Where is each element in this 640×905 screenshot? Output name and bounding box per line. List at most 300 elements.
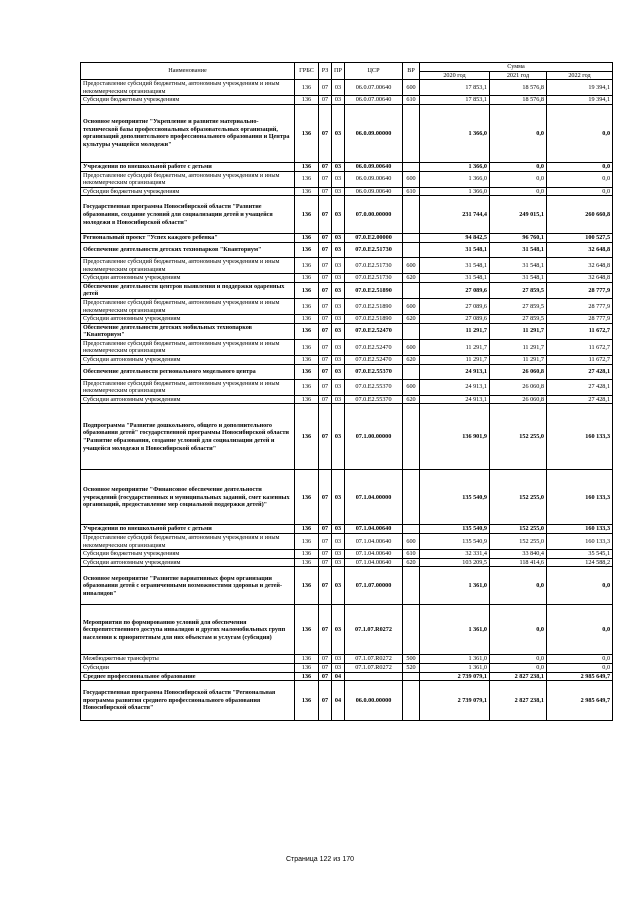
- cell-pr: 04: [332, 681, 345, 721]
- cell-sum-2020: 24 913,1: [420, 379, 490, 395]
- cell-name: Обеспечение деятельности детских мобильных технопарков "Кванториум": [81, 323, 295, 339]
- cell-grbs: 136: [295, 339, 319, 355]
- cell-grbs: 136: [295, 257, 319, 273]
- cell-sum-2020: 231 744,4: [420, 196, 490, 234]
- cell-rz: 07: [319, 162, 332, 171]
- cell-grbs: 136: [295, 672, 319, 681]
- cell-rz: 07: [319, 104, 332, 162]
- cell-csr: 07.1.04.00000: [345, 470, 403, 525]
- cell-sum-2022: 32 648,8: [547, 242, 613, 257]
- cell-rz: 07: [319, 534, 332, 550]
- cell-pr: 03: [332, 655, 345, 664]
- cell-vr: [403, 282, 420, 298]
- cell-csr: 07.0.E2.51890: [345, 282, 403, 298]
- cell-grbs: 136: [295, 558, 319, 567]
- cell-vr: [403, 672, 420, 681]
- table-row: [81, 96, 613, 105]
- cell-rz: 07: [319, 315, 332, 324]
- cell-vr: [403, 404, 420, 470]
- cell-name: Государственная программа Новосибирской области "Региональная программа развития среднего профессионального образования Новосибирской области": [81, 681, 295, 721]
- table-row: [81, 80, 613, 96]
- cell-vr: [403, 104, 420, 162]
- cell-sum-2020: 27 089,6: [420, 315, 490, 324]
- cell-name: Предоставление субсидий бюджетным, автономным учреждениям и иным некоммерческим организациям: [81, 80, 295, 96]
- cell-grbs: 136: [295, 196, 319, 234]
- cell-pr: 03: [332, 187, 345, 196]
- cell-pr: 03: [332, 315, 345, 324]
- cell-name: Мероприятия по формированию условий для обеспечения беспрепятственного доступа инвалидов и других маломобильных групп населения к приоритетным для них объектам и услугам (субсидия): [81, 605, 295, 655]
- cell-csr: 06.0.09.00640: [345, 162, 403, 171]
- cell-sum-2022: 2 985 649,7: [547, 672, 613, 681]
- cell-pr: 03: [332, 470, 345, 525]
- cell-name: Предоставление субсидий бюджетным, автономным учреждениям и иным некоммерческим организациям: [81, 339, 295, 355]
- cell-sum-2021: 0,0: [490, 187, 547, 196]
- cell-csr: 06.0.07.00640: [345, 96, 403, 105]
- cell-sum-2021: 0,0: [490, 567, 547, 605]
- cell-grbs: 136: [295, 323, 319, 339]
- cell-sum-2022: 28 777,9: [547, 298, 613, 314]
- cell-rz: 07: [319, 364, 332, 379]
- budget-table: [80, 62, 613, 721]
- cell-pr: 03: [332, 282, 345, 298]
- cell-sum-2020: 103 209,5: [420, 558, 490, 567]
- cell-sum-2020: 94 842,5: [420, 234, 490, 243]
- cell-grbs: 136: [295, 681, 319, 721]
- cell-sum-2022: 160 133,3: [547, 525, 613, 534]
- table-row: [81, 525, 613, 534]
- cell-rz: 07: [319, 356, 332, 365]
- cell-sum-2022: 0,0: [547, 162, 613, 171]
- cell-name: Среднее профессиональное образование: [81, 672, 295, 681]
- cell-grbs: 136: [295, 567, 319, 605]
- cell-rz: 07: [319, 323, 332, 339]
- cell-vr: [403, 470, 420, 525]
- cell-pr: 03: [332, 356, 345, 365]
- cell-rz: 07: [319, 282, 332, 298]
- cell-grbs: 136: [295, 525, 319, 534]
- cell-sum-2020: 24 913,1: [420, 395, 490, 404]
- cell-sum-2021: 27 859,5: [490, 298, 547, 314]
- table-row: [81, 242, 613, 257]
- cell-sum-2022: 35 545,1: [547, 550, 613, 559]
- cell-name: Обеспечение деятельности детских технопарков "Кванториум": [81, 242, 295, 257]
- col-header-pr: ПР: [332, 63, 345, 80]
- cell-name: Субсидии автономным учреждениям: [81, 274, 295, 283]
- cell-sum-2021: 152 255,0: [490, 470, 547, 525]
- cell-vr: 600: [403, 171, 420, 187]
- table-row: [81, 655, 613, 664]
- cell-csr: 07.1.00.00000: [345, 404, 403, 470]
- cell-vr: [403, 364, 420, 379]
- cell-sum-2021: 0,0: [490, 162, 547, 171]
- cell-sum-2022: 11 672,7: [547, 323, 613, 339]
- cell-sum-2021: 18 576,8: [490, 80, 547, 96]
- table-row: [81, 196, 613, 234]
- cell-rz: 07: [319, 664, 332, 673]
- cell-vr: 600: [403, 534, 420, 550]
- cell-csr: 07.1.07.00000: [345, 567, 403, 605]
- cell-vr: 600: [403, 339, 420, 355]
- cell-sum-2021: 152 255,0: [490, 404, 547, 470]
- cell-sum-2021: 11 291,7: [490, 323, 547, 339]
- cell-grbs: 136: [295, 242, 319, 257]
- cell-sum-2020: 1 366,0: [420, 171, 490, 187]
- cell-pr: 03: [332, 364, 345, 379]
- cell-sum-2021: 249 015,1: [490, 196, 547, 234]
- cell-csr: 07.0.E2.55370: [345, 364, 403, 379]
- cell-name: Основное мероприятие "Укрепление и развитие материально-технической базы профессиональных образовательных организаций, организаций дополнительного профессионального образования и Центра культуры учащейся молодежи": [81, 104, 295, 162]
- cell-pr: 03: [332, 395, 345, 404]
- col-header-2022: 2022 год: [547, 71, 613, 80]
- cell-grbs: 136: [295, 470, 319, 525]
- cell-rz: 07: [319, 187, 332, 196]
- cell-sum-2020: 2 739 079,1: [420, 681, 490, 721]
- cell-sum-2020: 1 366,0: [420, 162, 490, 171]
- cell-sum-2021: 0,0: [490, 605, 547, 655]
- cell-pr: 03: [332, 558, 345, 567]
- cell-pr: 03: [332, 605, 345, 655]
- table-row: [81, 339, 613, 355]
- cell-pr: 03: [332, 664, 345, 673]
- cell-sum-2020: 31 548,1: [420, 257, 490, 273]
- cell-vr: 600: [403, 379, 420, 395]
- table-header: [81, 63, 613, 80]
- cell-sum-2022: 32 648,8: [547, 257, 613, 273]
- col-header-sum: Сумма: [420, 63, 613, 72]
- cell-vr: 520: [403, 664, 420, 673]
- cell-sum-2022: 0,0: [547, 664, 613, 673]
- col-header-2020: 2020 год: [420, 71, 490, 80]
- cell-sum-2022: 0,0: [547, 567, 613, 605]
- cell-grbs: 136: [295, 187, 319, 196]
- cell-sum-2020: 135 540,9: [420, 525, 490, 534]
- cell-sum-2020: 2 739 079,1: [420, 672, 490, 681]
- cell-sum-2021: 152 255,0: [490, 525, 547, 534]
- cell-sum-2020: 11 291,7: [420, 339, 490, 355]
- cell-sum-2021: 0,0: [490, 104, 547, 162]
- cell-csr: 07.0.E2.51890: [345, 315, 403, 324]
- cell-sum-2021: 27 859,5: [490, 282, 547, 298]
- cell-sum-2020: 32 331,4: [420, 550, 490, 559]
- cell-grbs: 136: [295, 96, 319, 105]
- cell-grbs: 136: [295, 534, 319, 550]
- cell-sum-2022: 260 660,8: [547, 196, 613, 234]
- cell-sum-2021: 118 414,6: [490, 558, 547, 567]
- cell-rz: 07: [319, 339, 332, 355]
- cell-rz: 07: [319, 257, 332, 273]
- table-row: [81, 404, 613, 470]
- cell-sum-2021: 31 548,1: [490, 257, 547, 273]
- cell-grbs: 136: [295, 404, 319, 470]
- cell-sum-2022: 0,0: [547, 187, 613, 196]
- table-row: [81, 315, 613, 324]
- cell-vr: [403, 162, 420, 171]
- cell-name: Субсидии автономным учреждениям: [81, 395, 295, 404]
- cell-vr: [403, 567, 420, 605]
- cell-sum-2020: 135 540,9: [420, 534, 490, 550]
- col-header-name: Наименование: [81, 63, 295, 80]
- cell-pr: 03: [332, 404, 345, 470]
- cell-rz: 07: [319, 298, 332, 314]
- cell-csr: 06.0.09.00640: [345, 187, 403, 196]
- cell-sum-2021: 18 576,8: [490, 96, 547, 105]
- cell-sum-2022: 27 428,1: [547, 379, 613, 395]
- cell-name: Субсидии бюджетным учреждениям: [81, 96, 295, 105]
- cell-vr: [403, 234, 420, 243]
- table-row: [81, 470, 613, 525]
- table-row: [81, 664, 613, 673]
- table-row: [81, 550, 613, 559]
- cell-rz: 07: [319, 605, 332, 655]
- cell-name: Предоставление субсидий бюджетным, автономным учреждениям и иным некоммерческим организациям: [81, 534, 295, 550]
- cell-rz: 07: [319, 558, 332, 567]
- cell-sum-2021: 26 060,8: [490, 364, 547, 379]
- cell-sum-2020: 11 291,7: [420, 323, 490, 339]
- cell-name: Субсидии: [81, 664, 295, 673]
- cell-csr: 07.1.04.00640: [345, 534, 403, 550]
- col-header-rz: РЗ: [319, 63, 332, 80]
- cell-name: Подпрограмма "Развитие дошкольного, общего и дополнительного образования детей" государственной программы Новосибирской области "Развитие образования, создание условий для социализации детей и учащейся молодежи в Новосибирской области": [81, 404, 295, 470]
- cell-grbs: 136: [295, 655, 319, 664]
- table-row: [81, 567, 613, 605]
- table-row: [81, 257, 613, 273]
- cell-csr: 06.0.07.00640: [345, 80, 403, 96]
- cell-name: Предоставление субсидий бюджетным, автономным учреждениям и иным некоммерческим организациям: [81, 171, 295, 187]
- cell-sum-2022: 160 133,3: [547, 470, 613, 525]
- cell-name: Основное мероприятие "Финансовое обеспечение деятельности учреждений (государственных и муниципальных заданий, смет казенных организаций, предоставление мер социальной поддержки детей)": [81, 470, 295, 525]
- cell-grbs: 136: [295, 104, 319, 162]
- cell-vr: 500: [403, 655, 420, 664]
- cell-sum-2020: 1 361,0: [420, 567, 490, 605]
- cell-sum-2021: 2 827 238,1: [490, 681, 547, 721]
- cell-sum-2020: 1 366,0: [420, 104, 490, 162]
- cell-sum-2021: 31 548,1: [490, 242, 547, 257]
- col-header-csr: ЦСР: [345, 63, 403, 80]
- cell-rz: 07: [319, 672, 332, 681]
- cell-sum-2021: 96 760,1: [490, 234, 547, 243]
- cell-vr: 610: [403, 96, 420, 105]
- cell-pr: 03: [332, 525, 345, 534]
- cell-rz: 07: [319, 96, 332, 105]
- cell-sum-2020: 1 361,0: [420, 664, 490, 673]
- table-row: [81, 558, 613, 567]
- cell-vr: [403, 525, 420, 534]
- cell-sum-2021: 0,0: [490, 664, 547, 673]
- cell-vr: 620: [403, 395, 420, 404]
- cell-sum-2021: 33 840,4: [490, 550, 547, 559]
- table-row: [81, 162, 613, 171]
- cell-sum-2022: 0,0: [547, 104, 613, 162]
- cell-csr: [345, 672, 403, 681]
- cell-rz: 07: [319, 274, 332, 283]
- cell-sum-2022: 124 588,2: [547, 558, 613, 567]
- cell-csr: 07.0.E2.51730: [345, 257, 403, 273]
- table-row: [81, 298, 613, 314]
- cell-csr: 07.1.07.R0272: [345, 664, 403, 673]
- cell-rz: 07: [319, 525, 332, 534]
- cell-pr: 03: [332, 242, 345, 257]
- table-row: [81, 364, 613, 379]
- cell-name: Государственная программа Новосибирской области "Развитие образования, создание условий для социализации детей и учащейся молодежи в Новосибирской области": [81, 196, 295, 234]
- cell-grbs: 136: [295, 282, 319, 298]
- cell-sum-2022: 11 672,7: [547, 356, 613, 365]
- cell-sum-2022: 28 777,9: [547, 282, 613, 298]
- cell-rz: 07: [319, 681, 332, 721]
- cell-sum-2022: 2 985 649,7: [547, 681, 613, 721]
- cell-sum-2022: 160 133,3: [547, 404, 613, 470]
- table-row: [81, 187, 613, 196]
- cell-csr: 07.0.E2.52470: [345, 356, 403, 365]
- cell-vr: [403, 605, 420, 655]
- cell-csr: 07.0.E2.55370: [345, 395, 403, 404]
- cell-rz: 07: [319, 567, 332, 605]
- cell-csr: 07.0.E2.00000: [345, 234, 403, 243]
- cell-name: Субсидии бюджетным учреждениям: [81, 550, 295, 559]
- table-row: [81, 234, 613, 243]
- cell-pr: 03: [332, 534, 345, 550]
- cell-pr: 03: [332, 274, 345, 283]
- cell-vr: 620: [403, 356, 420, 365]
- cell-name: Обеспечение деятельности регионального модельного центра: [81, 364, 295, 379]
- cell-csr: 07.0.E2.55370: [345, 379, 403, 395]
- cell-csr: 07.0.E2.51730: [345, 274, 403, 283]
- cell-rz: 07: [319, 395, 332, 404]
- cell-rz: 07: [319, 171, 332, 187]
- cell-pr: 03: [332, 379, 345, 395]
- cell-csr: 07.1.04.00640: [345, 525, 403, 534]
- cell-name: Субсидии автономным учреждениям: [81, 558, 295, 567]
- cell-pr: 03: [332, 104, 345, 162]
- cell-grbs: 136: [295, 550, 319, 559]
- cell-sum-2020: 1 361,0: [420, 655, 490, 664]
- cell-grbs: 136: [295, 315, 319, 324]
- cell-grbs: 136: [295, 234, 319, 243]
- cell-name: Предоставление субсидий бюджетным, автономным учреждениям и иным некоммерческим организациям: [81, 298, 295, 314]
- cell-pr: 03: [332, 162, 345, 171]
- cell-name: Учреждения по внешкольной работе с детьми: [81, 162, 295, 171]
- cell-sum-2021: 2 827 238,1: [490, 672, 547, 681]
- cell-sum-2020: 27 089,6: [420, 298, 490, 314]
- cell-rz: 07: [319, 404, 332, 470]
- cell-vr: [403, 681, 420, 721]
- cell-vr: 620: [403, 274, 420, 283]
- cell-sum-2022: 19 394,1: [547, 80, 613, 96]
- cell-sum-2020: 31 548,1: [420, 274, 490, 283]
- cell-sum-2022: 28 777,9: [547, 315, 613, 324]
- cell-sum-2021: 26 060,8: [490, 379, 547, 395]
- cell-pr: 03: [332, 550, 345, 559]
- cell-sum-2022: 32 648,8: [547, 274, 613, 283]
- cell-sum-2022: 27 428,1: [547, 364, 613, 379]
- cell-vr: 620: [403, 558, 420, 567]
- cell-pr: 03: [332, 339, 345, 355]
- cell-csr: 07.0.00.00000: [345, 196, 403, 234]
- table-body: [81, 80, 613, 721]
- cell-vr: [403, 242, 420, 257]
- cell-pr: 03: [332, 298, 345, 314]
- cell-vr: 610: [403, 187, 420, 196]
- cell-name: Предоставление субсидий бюджетным, автономным учреждениям и иным некоммерческим организациям: [81, 257, 295, 273]
- cell-pr: 04: [332, 672, 345, 681]
- cell-pr: 03: [332, 80, 345, 96]
- cell-name: Субсидии бюджетным учреждениям: [81, 187, 295, 196]
- cell-sum-2020: 1 361,0: [420, 605, 490, 655]
- cell-sum-2021: 31 548,1: [490, 274, 547, 283]
- cell-name: Субсидии автономным учреждениям: [81, 315, 295, 324]
- cell-name: Региональный проект "Успех каждого ребенка": [81, 234, 295, 243]
- table-row: [81, 104, 613, 162]
- cell-sum-2022: 100 527,5: [547, 234, 613, 243]
- cell-csr: 07.1.04.00640: [345, 550, 403, 559]
- cell-vr: 600: [403, 80, 420, 96]
- cell-sum-2022: 0,0: [547, 605, 613, 655]
- cell-rz: 07: [319, 196, 332, 234]
- cell-grbs: 136: [295, 364, 319, 379]
- cell-grbs: 136: [295, 379, 319, 395]
- cell-grbs: 136: [295, 298, 319, 314]
- cell-vr: 600: [403, 257, 420, 273]
- cell-sum-2021: 0,0: [490, 171, 547, 187]
- cell-grbs: 136: [295, 356, 319, 365]
- cell-csr: 07.1.07.R0272: [345, 605, 403, 655]
- cell-sum-2020: 27 089,6: [420, 282, 490, 298]
- cell-csr: 07.0.E2.52470: [345, 339, 403, 355]
- table-row: [81, 672, 613, 681]
- cell-rz: 07: [319, 242, 332, 257]
- cell-csr: 06.0.09.00000: [345, 104, 403, 162]
- cell-vr: [403, 323, 420, 339]
- cell-csr: 07.1.04.00640: [345, 558, 403, 567]
- budget-table-page: [80, 62, 612, 721]
- cell-sum-2022: 0,0: [547, 655, 613, 664]
- cell-rz: 07: [319, 470, 332, 525]
- cell-sum-2020: 24 913,1: [420, 364, 490, 379]
- table-row: [81, 274, 613, 283]
- cell-pr: 03: [332, 96, 345, 105]
- cell-sum-2020: 11 291,7: [420, 356, 490, 365]
- table-row: [81, 356, 613, 365]
- cell-sum-2021: 11 291,7: [490, 339, 547, 355]
- cell-rz: 07: [319, 80, 332, 96]
- cell-sum-2020: 17 853,1: [420, 80, 490, 96]
- table-row: [81, 379, 613, 395]
- col-header-grbs: ГРБС: [295, 63, 319, 80]
- table-row: [81, 681, 613, 721]
- table-row: [81, 395, 613, 404]
- table-row: [81, 534, 613, 550]
- cell-sum-2020: 1 366,0: [420, 187, 490, 196]
- cell-csr: 07.1.07.R0272: [345, 655, 403, 664]
- cell-rz: 07: [319, 234, 332, 243]
- cell-sum-2021: 26 060,8: [490, 395, 547, 404]
- cell-rz: 07: [319, 655, 332, 664]
- cell-grbs: 136: [295, 80, 319, 96]
- cell-grbs: 136: [295, 664, 319, 673]
- table-row: [81, 282, 613, 298]
- cell-name: Предоставление субсидий бюджетным, автономным учреждениям и иным некоммерческим организациям: [81, 379, 295, 395]
- cell-sum-2020: 31 548,1: [420, 242, 490, 257]
- cell-name: Основное мероприятие "Развитие вариативных форм организации образования детей с ограниченными возможностями здоровья и детей-инвалидов": [81, 567, 295, 605]
- col-header-2021: 2021 год: [490, 71, 547, 80]
- cell-rz: 07: [319, 550, 332, 559]
- cell-sum-2020: 136 901,9: [420, 404, 490, 470]
- page-number: Страница 122 из 170: [285, 856, 355, 863]
- cell-pr: 03: [332, 567, 345, 605]
- cell-name: Субсидии автономным учреждениям: [81, 356, 295, 365]
- cell-grbs: 136: [295, 171, 319, 187]
- cell-grbs: 136: [295, 162, 319, 171]
- cell-rz: 07: [319, 379, 332, 395]
